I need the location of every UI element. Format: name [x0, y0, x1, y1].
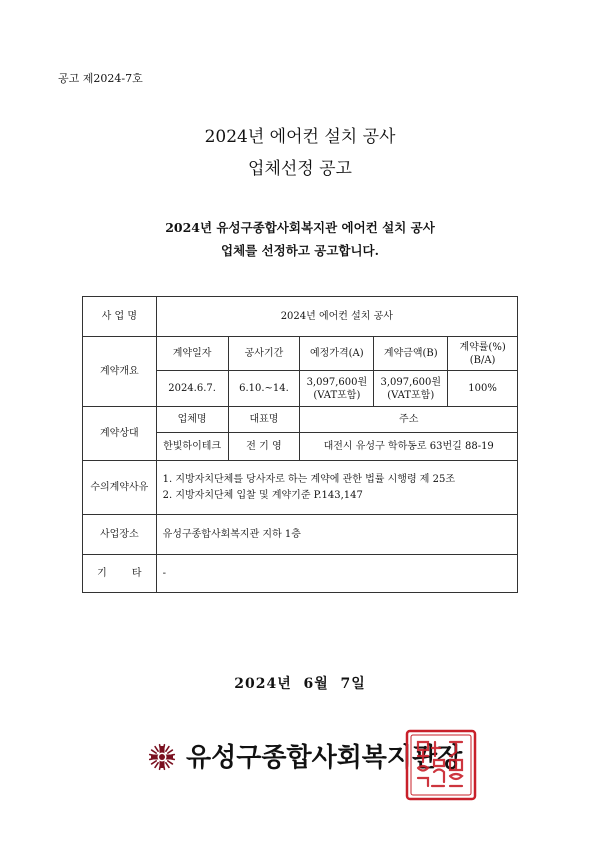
etc-value: -: [156, 555, 517, 593]
logo-ray: [168, 750, 173, 753]
notice-statement-line1: 2024년 유성구종합사회복지관 에어컨 설치 공사: [165, 220, 435, 235]
notice-date: 2024년 6월 7일: [234, 676, 366, 692]
logo-ray: [155, 747, 158, 752]
location-value: 유성구종합사회복지관 지하 1층: [156, 515, 517, 555]
contract-header-estimated-price: 예정가격(A): [300, 337, 374, 371]
official-seal-stamp: [404, 728, 478, 802]
table-row: [83, 407, 518, 433]
contract-date-value: 2024.6.7.: [156, 371, 228, 407]
reason-value: [156, 461, 517, 515]
contract-period-value: 6.10.~14.: [228, 371, 300, 407]
company-address-value: 대전시 유성구 학하동로 63번길 88-19: [300, 433, 518, 461]
contract-header-rate: 계약률(%) (B/A): [448, 337, 518, 371]
etc-label: 기 타: [83, 555, 157, 593]
project-name-value: 2024년 에어컨 설치 공사: [156, 297, 517, 337]
contract-rate-value: 100%: [448, 371, 518, 407]
notice-statement-line2: 업체를 선정하고 공고합니다.: [221, 243, 379, 258]
counterparty-header-ceo: 대표명: [228, 407, 300, 433]
table-row: [83, 461, 518, 515]
counterparty-label: 계약상대: [83, 407, 157, 461]
table-row: [83, 555, 518, 593]
table-row: [83, 297, 518, 337]
organization-name: 유성구종합사회복지관장: [186, 743, 463, 773]
location-label: 사업장소: [83, 515, 157, 555]
cross-sunburst-icon: [148, 743, 176, 771]
contract-header-period: 공사기간: [228, 337, 300, 371]
contract-overview-label: 계약개요: [83, 337, 157, 407]
contract-info-table: [82, 296, 518, 593]
logo-ray: [155, 763, 158, 768]
contract-header-date: 계약일자: [156, 337, 228, 371]
logo-ray: [166, 747, 169, 752]
page-title: 2024년 에어컨 설치 공사: [204, 127, 396, 147]
contract-amount-value: 3,097,600원 (VAT포함): [374, 371, 448, 407]
reason-line-2: 2. 지방자치단체 입찰 및 계약기준 P.143,147: [162, 490, 363, 501]
counterparty-header-address: 주소: [300, 407, 518, 433]
company-name-value: 한빛하이테크: [156, 433, 228, 461]
reason-line-1: 1. 지방자치단체를 당사자로 하는 계약에 관한 법률 시행령 제 25조: [162, 474, 456, 485]
counterparty-header-company: 업체명: [156, 407, 228, 433]
ceo-name-value: 전 기 영: [228, 433, 300, 461]
reason-label: 수의계약사유: [83, 461, 157, 515]
table-row: [83, 515, 518, 555]
logo-ray: [152, 750, 157, 753]
page-title-line2: 업체선정 공고: [248, 159, 352, 179]
estimated-price-value: 3,097,600원 (VAT포함): [300, 371, 374, 407]
notice-number: 공고 제2024-7호: [58, 72, 143, 85]
table-row: [83, 337, 518, 371]
logo-ray: [166, 763, 169, 768]
logo-ray: [152, 761, 157, 764]
project-name-label: 사 업 명: [83, 297, 157, 337]
contract-header-contract-amount: 계약금액(B): [374, 337, 448, 371]
logo-ray: [168, 761, 173, 764]
